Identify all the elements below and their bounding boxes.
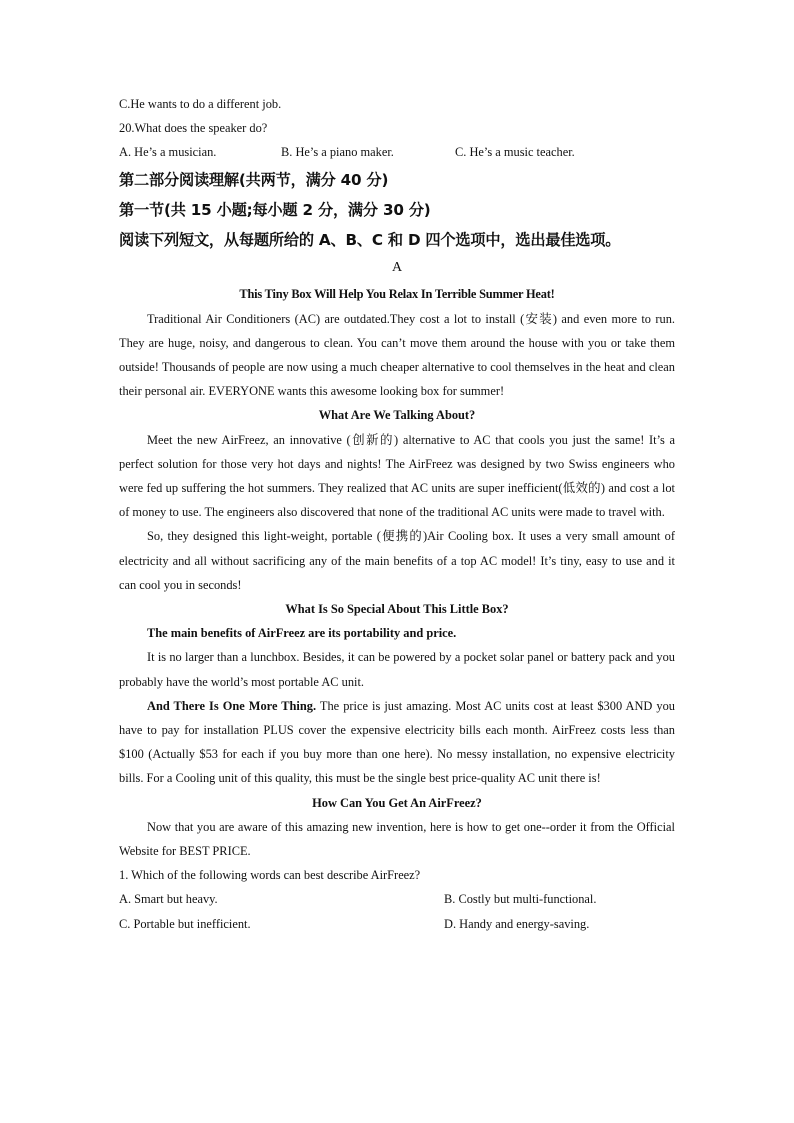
- paragraph-1: Traditional Air Conditioners (AC) are outdated.They cost a lot to install (安装) and even more to run. They are huge, noisy, and dangerous to clean. You can’t move them around the house with you or take them outside! Thousands of people are now using a much cheaper alternative to cool themselves in the heat and clean their personal air. EVERYONE wants this awesome looking box for summer!: [119, 311, 675, 399]
- passage-title: This Tiny Box Will Help You Relax In Terrible Summer Heat!: [239, 286, 555, 301]
- q1-option-c: C. Portable but inefficient.: [119, 916, 251, 931]
- paragraph-6: [119, 694, 675, 791]
- one-more-thing-bold: And There Is One More Thing.: [147, 698, 317, 713]
- question-1-stem: 1. Which of the following words can best describe AirFreez?: [119, 868, 421, 883]
- subheading-special: What Is So Special About This Little Box?: [285, 602, 509, 617]
- benefits-bold: The main benefits of AirFreez are its portability and price.: [147, 626, 457, 641]
- subheading-what: What Are We Talking About?: [318, 408, 476, 423]
- paragraph-2: Meet the new AirFreez, an innovative (创新的) alternative to AC that cools you just the same! It’s a perfect solution for those very hot days and nights! The AirFreez was designed by two Swiss engineers who were fed up suffering the hot summers. They realized that AC units are super inefficient(低效的) and cost a lot of money to use. The engineers also discovered that none of the traditional AC units were made to travel with.: [119, 432, 675, 520]
- instruction: 阅读下列短文，从每题所给的 A、B、C 和 D 四个选项中，选出最佳选项。: [119, 230, 621, 249]
- q20-option-c: C. He’s a music teacher.: [455, 145, 575, 160]
- q20-option-b: B. He’s a piano maker.: [281, 145, 394, 160]
- paragraph-6-text: The price is just amazing. Most AC units cost at least $300 AND you have to pay for installation PLUS cover the expensive electricity bills each month. AirFreez costs less than $100 (Actually $53 for each if you buy more than one here). No messy installation, no expensive electricity bills. For a Cooling unit of this quality, this must be the single best price-quality AC unit there is!: [119, 698, 675, 786]
- paragraph-5: It is no larger than a lunchbox. Besides, it can be powered by a pocket solar panel or battery pack and you probably have the world’s most portable AC unit.: [119, 650, 675, 689]
- q1-option-b: B. Costly but multi-functional.: [444, 892, 597, 907]
- q20-options: [119, 140, 675, 164]
- section-heading: 第二部分阅读理解(共两节，满分 40 分): [119, 170, 389, 189]
- q1-option-d: D. Handy and energy-saving.: [444, 916, 590, 931]
- q20-option-a: A. He’s a musician.: [119, 145, 217, 160]
- q19-option-c: C.He wants to do a different job.: [119, 97, 282, 111]
- paragraph-3: So, they designed this light-weight, portable (便携的)Air Cooling box. It uses a very small amount of electricity and all without sacrificing any of the main benefits of a top AC model! It’s tiny, easy to use and it can cool you in seconds!: [119, 529, 675, 592]
- question-1-options-row2: [119, 912, 675, 936]
- q20-question: 20.What does the speaker do?: [119, 121, 268, 136]
- part-heading: 第一节(共 15 小题;每小题 2 分，满分 30 分): [119, 200, 431, 219]
- question-1-options-row1: [119, 887, 675, 911]
- passage-letter: A: [391, 259, 403, 275]
- subheading-how: How Can You Get An AirFreez?: [312, 795, 482, 810]
- q1-option-a: A. Smart but heavy.: [119, 892, 218, 907]
- paragraph-7: Now that you are aware of this amazing new invention, here is how to get one--order it from the Official Website for BEST PRICE.: [119, 819, 675, 859]
- paragraph-4: [119, 621, 675, 645]
- exam-page: [119, 92, 675, 936]
